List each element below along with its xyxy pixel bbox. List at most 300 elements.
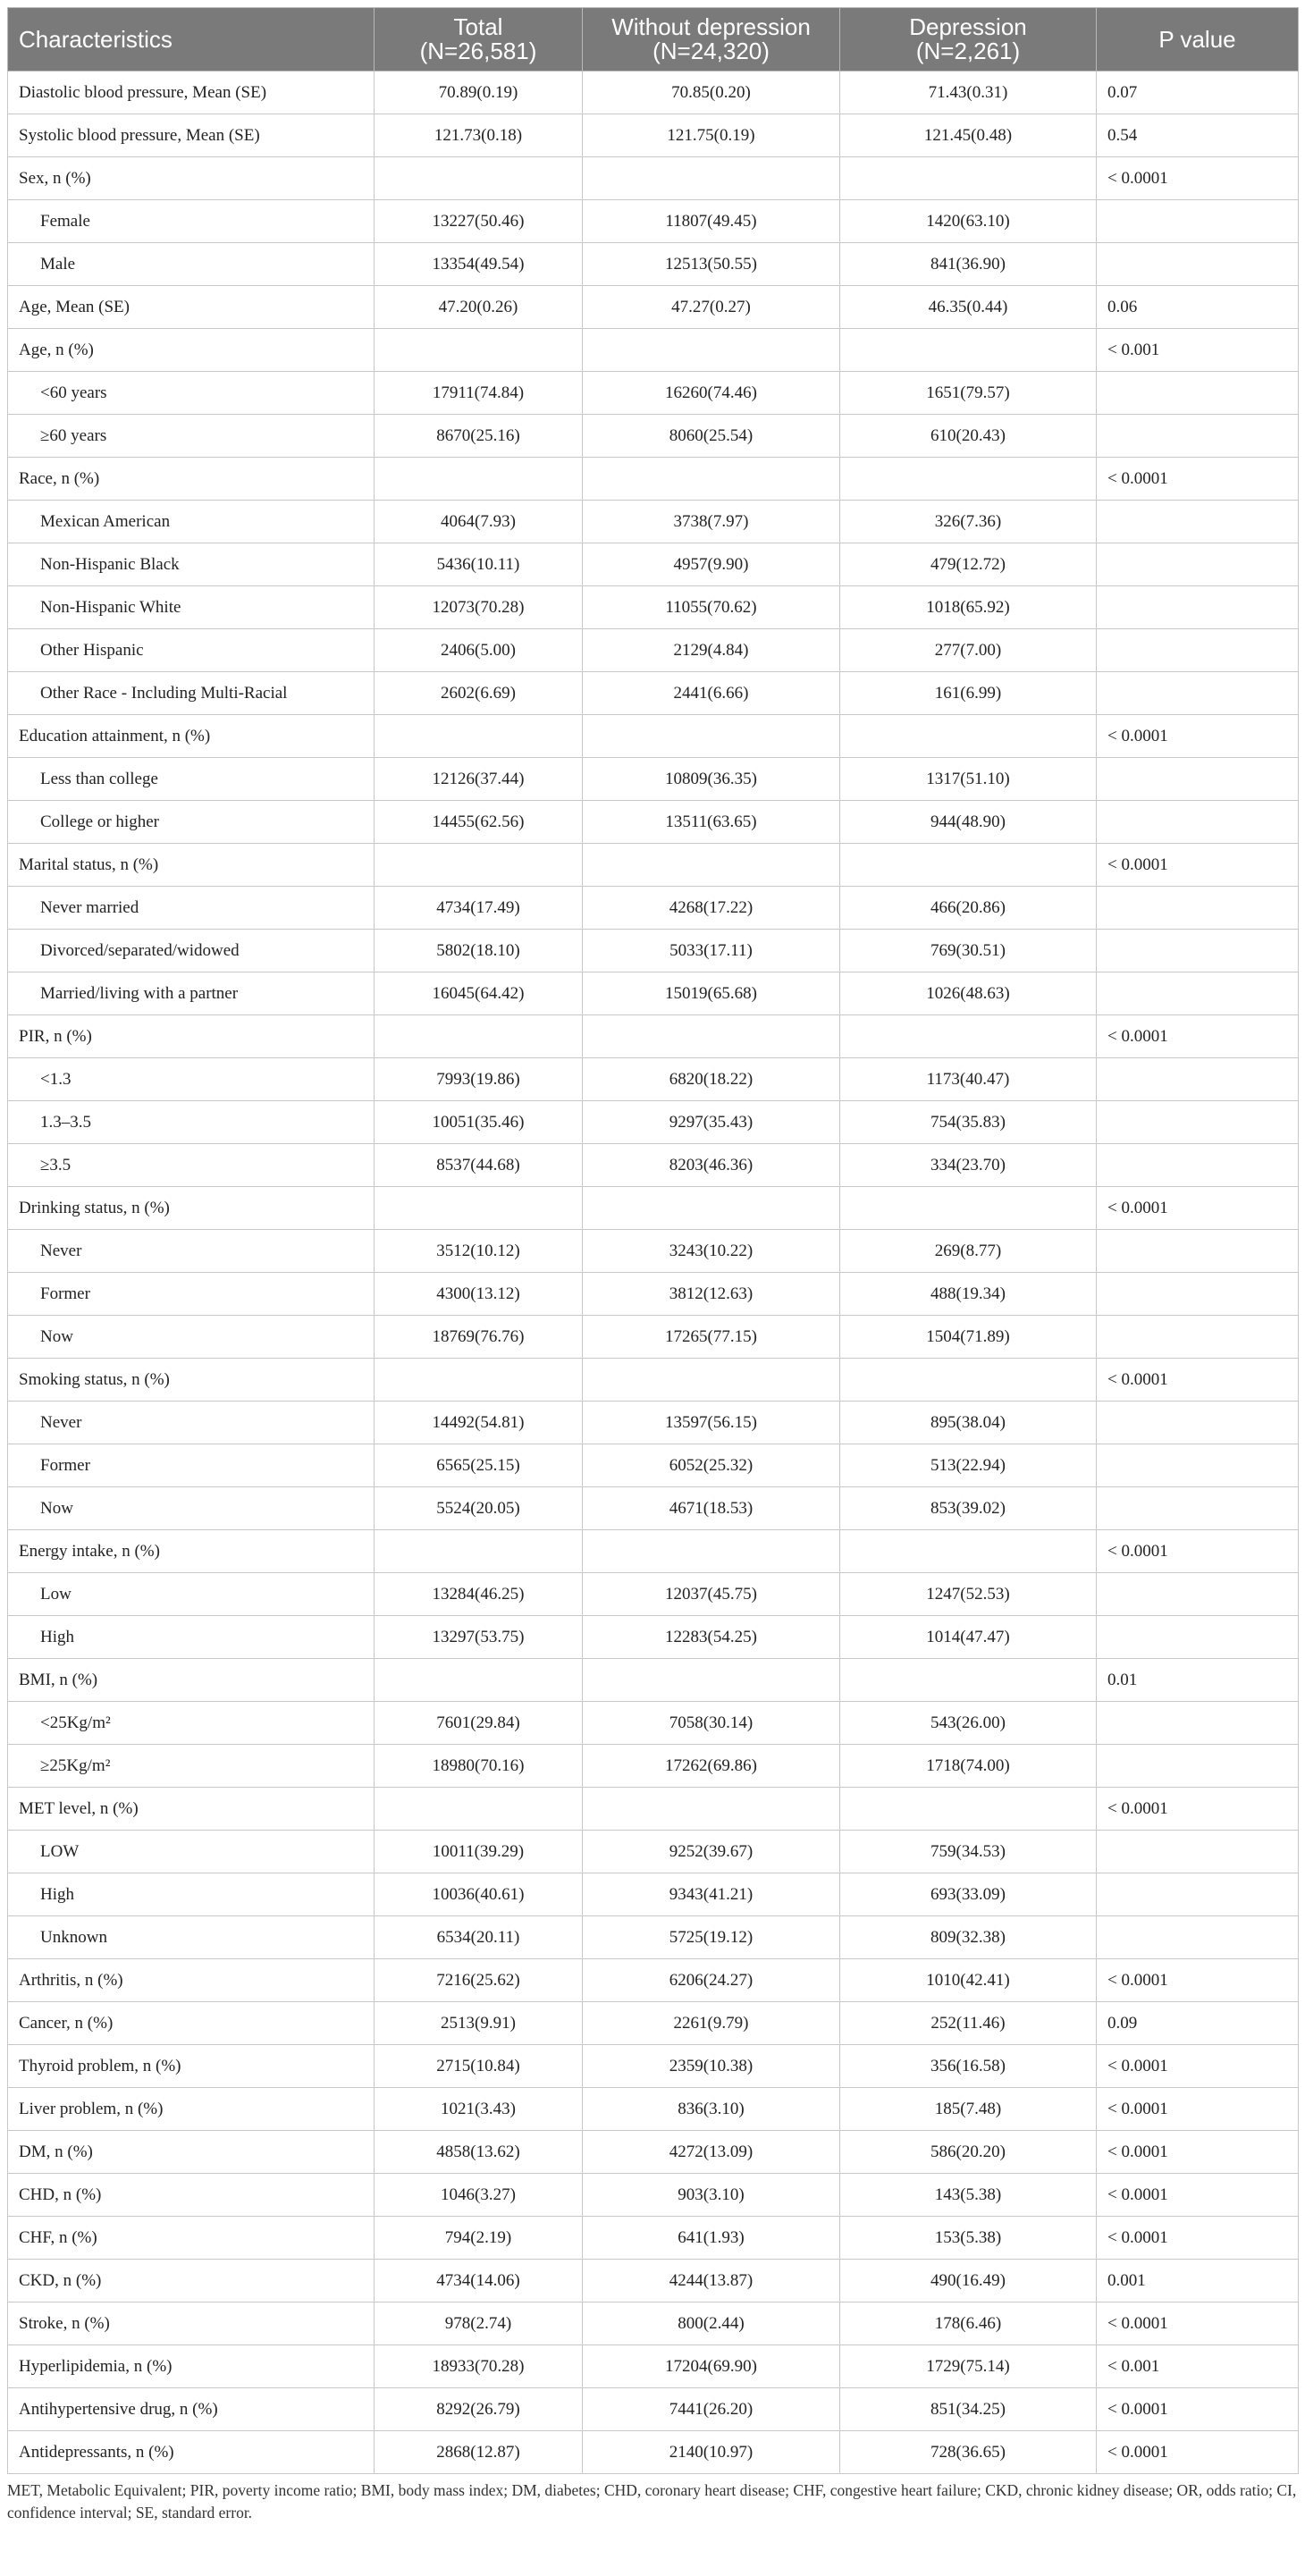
row-label-cell: PIR, n (%) (8, 1015, 375, 1058)
row-label-cell: ≥3.5 (8, 1144, 375, 1187)
total-cell: 47.20(0.26) (375, 286, 583, 329)
total-cell: 70.89(0.19) (375, 72, 583, 114)
row-label-cell: Less than college (8, 758, 375, 801)
table-row (8, 2217, 1299, 2260)
table-row (8, 200, 1299, 243)
row-label-cell: CHF, n (%) (8, 2217, 375, 2260)
table-row (8, 2431, 1299, 2474)
depression-cell: 153(5.38) (840, 2217, 1097, 2260)
total-cell (375, 1359, 583, 1402)
p-value-cell: < 0.0001 (1097, 1959, 1299, 2002)
p-value-cell (1097, 1487, 1299, 1530)
without-depression-cell: 3738(7.97) (583, 501, 840, 543)
without-depression-cell: 9343(41.21) (583, 1873, 840, 1916)
total-cell: 17911(74.84) (375, 372, 583, 415)
depression-cell: 586(20.20) (840, 2131, 1097, 2174)
total-cell (375, 458, 583, 501)
table-row (8, 1230, 1299, 1273)
total-cell: 10011(39.29) (375, 1831, 583, 1873)
total-cell: 7601(29.84) (375, 1702, 583, 1745)
p-value-cell: 0.09 (1097, 2002, 1299, 2045)
header-without-label: Without depression (611, 13, 811, 40)
row-label-cell: Systolic blood pressure, Mean (SE) (8, 114, 375, 157)
total-cell (375, 329, 583, 372)
total-cell: 978(2.74) (375, 2302, 583, 2345)
depression-cell (840, 329, 1097, 372)
row-label-cell: BMI, n (%) (8, 1659, 375, 1702)
table-row (8, 1402, 1299, 1444)
total-cell: 10036(40.61) (375, 1873, 583, 1916)
without-depression-cell (583, 157, 840, 200)
depression-cell: 1651(79.57) (840, 372, 1097, 415)
depression-cell: 851(34.25) (840, 2388, 1097, 2431)
without-depression-cell: 12037(45.75) (583, 1573, 840, 1616)
total-cell: 8670(25.16) (375, 415, 583, 458)
p-value-cell (1097, 1058, 1299, 1101)
row-label-cell: Unknown (8, 1916, 375, 1959)
depression-cell: 185(7.48) (840, 2088, 1097, 2131)
total-cell (375, 715, 583, 758)
p-value-cell (1097, 801, 1299, 844)
p-value-cell: < 0.001 (1097, 2345, 1299, 2388)
depression-cell: 334(23.70) (840, 1144, 1097, 1187)
table-row (8, 758, 1299, 801)
total-cell: 2715(10.84) (375, 2045, 583, 2088)
row-label-cell: ≥60 years (8, 415, 375, 458)
row-label-cell: DM, n (%) (8, 2131, 375, 2174)
depression-cell: 754(35.83) (840, 1101, 1097, 1144)
depression-cell: 479(12.72) (840, 543, 1097, 586)
table-row (8, 930, 1299, 972)
p-value-cell: 0.07 (1097, 72, 1299, 114)
table-row (8, 1959, 1299, 2002)
row-label-cell: Marital status, n (%) (8, 844, 375, 887)
table-row (8, 1616, 1299, 1659)
p-value-cell: < 0.0001 (1097, 1015, 1299, 1058)
table-footnote: MET, Metabolic Equivalent; PIR, poverty income ratio; BMI, body mass index; DM, diabetes; CHD, coronary heart disease; CHF, congestive heart failure; CKD, chronic kidney disease; OR, odds ratio; CI, confidence interval; SE, standard error. (7, 2481, 1297, 2521)
table-row (8, 1058, 1299, 1101)
total-cell: 10051(35.46) (375, 1101, 583, 1144)
row-label-cell: 1.3–3.5 (8, 1101, 375, 1144)
row-label-cell: Liver problem, n (%) (8, 2088, 375, 2131)
header-depression-n: (N=2,261) (915, 38, 1021, 64)
table-row (8, 2260, 1299, 2302)
p-value-cell (1097, 200, 1299, 243)
total-cell: 4734(14.06) (375, 2260, 583, 2302)
without-depression-cell: 7441(26.20) (583, 2388, 840, 2431)
table-row (8, 1359, 1299, 1402)
total-cell (375, 844, 583, 887)
total-cell: 18980(70.16) (375, 1745, 583, 1788)
total-cell: 16045(64.42) (375, 972, 583, 1015)
table-header (8, 8, 1299, 72)
without-depression-cell (583, 458, 840, 501)
depression-cell: 853(39.02) (840, 1487, 1097, 1530)
without-depression-cell: 903(3.10) (583, 2174, 840, 2217)
p-value-cell: < 0.0001 (1097, 2217, 1299, 2260)
table-row (8, 2131, 1299, 2174)
without-depression-cell: 2140(10.97) (583, 2431, 840, 2474)
depression-cell: 693(33.09) (840, 1873, 1097, 1916)
p-value-cell (1097, 1702, 1299, 1745)
without-depression-cell: 9297(35.43) (583, 1101, 840, 1144)
row-label-cell: Male (8, 243, 375, 286)
row-label-cell: Education attainment, n (%) (8, 715, 375, 758)
table-row (8, 1831, 1299, 1873)
p-value-cell: 0.001 (1097, 2260, 1299, 2302)
row-label-cell: Age, Mean (SE) (8, 286, 375, 329)
without-depression-cell: 121.75(0.19) (583, 114, 840, 157)
row-label-cell: Married/living with a partner (8, 972, 375, 1015)
depression-cell: 490(16.49) (840, 2260, 1097, 2302)
row-label-cell: Former (8, 1444, 375, 1487)
without-depression-cell: 16260(74.46) (583, 372, 840, 415)
without-depression-cell: 6820(18.22) (583, 1058, 840, 1101)
without-depression-cell (583, 1359, 840, 1402)
total-cell: 121.73(0.18) (375, 114, 583, 157)
table-row (8, 887, 1299, 930)
table-row (8, 2045, 1299, 2088)
p-value-cell: < 0.0001 (1097, 2302, 1299, 2345)
total-cell: 14492(54.81) (375, 1402, 583, 1444)
p-value-cell (1097, 1745, 1299, 1788)
table-row (8, 2388, 1299, 2431)
row-label-cell: Arthritis, n (%) (8, 1959, 375, 2002)
table-row (8, 1788, 1299, 1831)
total-cell: 2406(5.00) (375, 629, 583, 672)
p-value-cell: < 0.0001 (1097, 458, 1299, 501)
total-cell (375, 1015, 583, 1058)
total-cell: 18769(76.76) (375, 1316, 583, 1359)
table-row (8, 1702, 1299, 1745)
without-depression-cell: 15019(65.68) (583, 972, 840, 1015)
table-row (8, 114, 1299, 157)
row-label-cell: Never married (8, 887, 375, 930)
table-row (8, 844, 1299, 887)
depression-cell: 543(26.00) (840, 1702, 1097, 1745)
total-cell: 2868(12.87) (375, 2431, 583, 2474)
without-depression-cell: 17265(77.15) (583, 1316, 840, 1359)
total-cell: 13227(50.46) (375, 200, 583, 243)
table-row (8, 1916, 1299, 1959)
p-value-cell (1097, 543, 1299, 586)
depression-cell: 466(20.86) (840, 887, 1097, 930)
without-depression-cell: 5725(19.12) (583, 1916, 840, 1959)
depression-cell: 944(48.90) (840, 801, 1097, 844)
depression-cell (840, 1788, 1097, 1831)
table-container (7, 7, 1298, 2524)
p-value-cell (1097, 1573, 1299, 1616)
p-value-cell: 0.01 (1097, 1659, 1299, 1702)
depression-cell: 71.43(0.31) (840, 72, 1097, 114)
total-cell: 8537(44.68) (375, 1144, 583, 1187)
without-depression-cell: 2129(4.84) (583, 629, 840, 672)
total-cell: 5802(18.10) (375, 930, 583, 972)
p-value-cell (1097, 1873, 1299, 1916)
p-value-cell (1097, 1101, 1299, 1144)
row-label-cell: CKD, n (%) (8, 2260, 375, 2302)
without-depression-cell (583, 1659, 840, 1702)
row-label-cell: Other Hispanic (8, 629, 375, 672)
row-label-cell: Now (8, 1487, 375, 1530)
depression-cell: 1504(71.89) (840, 1316, 1097, 1359)
depression-cell: 161(6.99) (840, 672, 1097, 715)
p-value-cell (1097, 1831, 1299, 1873)
without-depression-cell: 8060(25.54) (583, 415, 840, 458)
row-label-cell: Age, n (%) (8, 329, 375, 372)
depression-cell: 841(36.90) (840, 243, 1097, 286)
total-cell: 2602(6.69) (375, 672, 583, 715)
without-depression-cell: 3243(10.22) (583, 1230, 840, 1273)
total-cell: 4734(17.49) (375, 887, 583, 930)
without-depression-cell: 836(3.10) (583, 2088, 840, 2131)
without-depression-cell: 4268(17.22) (583, 887, 840, 930)
depression-cell (840, 715, 1097, 758)
header-depression (840, 8, 1097, 72)
table-row (8, 501, 1299, 543)
table-row (8, 1444, 1299, 1487)
table-row (8, 801, 1299, 844)
p-value-cell: < 0.0001 (1097, 715, 1299, 758)
row-label-cell: Hyperlipidemia, n (%) (8, 2345, 375, 2388)
depression-cell: 326(7.36) (840, 501, 1097, 543)
without-depression-cell: 8203(46.36) (583, 1144, 840, 1187)
table-row (8, 1101, 1299, 1144)
without-depression-cell: 6052(25.32) (583, 1444, 840, 1487)
depression-cell: 1026(48.63) (840, 972, 1097, 1015)
total-cell: 5524(20.05) (375, 1487, 583, 1530)
depression-cell: 1018(65.92) (840, 586, 1097, 629)
table-row (8, 543, 1299, 586)
depression-cell: 1010(42.41) (840, 1959, 1097, 2002)
row-label-cell: Antihypertensive drug, n (%) (8, 2388, 375, 2431)
table-row (8, 629, 1299, 672)
table-row (8, 1015, 1299, 1058)
without-depression-cell: 5033(17.11) (583, 930, 840, 972)
total-cell (375, 1659, 583, 1702)
total-cell: 7216(25.62) (375, 1959, 583, 2002)
total-cell (375, 157, 583, 200)
without-depression-cell: 4957(9.90) (583, 543, 840, 586)
depression-cell: 1014(47.47) (840, 1616, 1097, 1659)
p-value-cell: < 0.0001 (1097, 1187, 1299, 1230)
total-cell: 12126(37.44) (375, 758, 583, 801)
row-label-cell: <60 years (8, 372, 375, 415)
depression-cell: 513(22.94) (840, 1444, 1097, 1487)
p-value-cell: < 0.0001 (1097, 157, 1299, 200)
p-value-cell: < 0.0001 (1097, 2045, 1299, 2088)
header-p-value: P value (1097, 8, 1299, 72)
row-label-cell: Non-Hispanic White (8, 586, 375, 629)
row-label-cell: Other Race - Including Multi-Racial (8, 672, 375, 715)
p-value-cell (1097, 972, 1299, 1015)
table-row (8, 1144, 1299, 1187)
row-label-cell: College or higher (8, 801, 375, 844)
without-depression-cell (583, 1187, 840, 1230)
total-cell: 1046(3.27) (375, 2174, 583, 2217)
total-cell: 13297(53.75) (375, 1616, 583, 1659)
row-label-cell: Stroke, n (%) (8, 2302, 375, 2345)
row-label-cell: <1.3 (8, 1058, 375, 1101)
header-row (8, 8, 1299, 72)
depression-cell: 1173(40.47) (840, 1058, 1097, 1101)
row-label-cell: LOW (8, 1831, 375, 1873)
p-value-cell (1097, 1230, 1299, 1273)
table-row (8, 415, 1299, 458)
without-depression-cell: 47.27(0.27) (583, 286, 840, 329)
row-label-cell: MET level, n (%) (8, 1788, 375, 1831)
without-depression-cell: 6206(24.27) (583, 1959, 840, 2002)
total-cell: 14455(62.56) (375, 801, 583, 844)
total-cell: 13354(49.54) (375, 243, 583, 286)
table-row (8, 1659, 1299, 1702)
p-value-cell (1097, 887, 1299, 930)
p-value-cell (1097, 1444, 1299, 1487)
depression-cell: 488(19.34) (840, 1273, 1097, 1316)
row-label-cell: High (8, 1616, 375, 1659)
depression-cell: 143(5.38) (840, 2174, 1097, 2217)
total-cell: 6565(25.15) (375, 1444, 583, 1487)
depression-cell: 769(30.51) (840, 930, 1097, 972)
without-depression-cell: 4671(18.53) (583, 1487, 840, 1530)
without-depression-cell (583, 1015, 840, 1058)
p-value-cell (1097, 501, 1299, 543)
depression-cell: 1729(75.14) (840, 2345, 1097, 2388)
depression-cell: 759(34.53) (840, 1831, 1097, 1873)
total-cell: 6534(20.11) (375, 1916, 583, 1959)
row-label-cell: Female (8, 200, 375, 243)
p-value-cell (1097, 243, 1299, 286)
total-cell: 8292(26.79) (375, 2388, 583, 2431)
without-depression-cell: 70.85(0.20) (583, 72, 840, 114)
header-total-label: Total (453, 13, 503, 40)
p-value-cell: < 0.0001 (1097, 2131, 1299, 2174)
p-value-cell: < 0.0001 (1097, 1530, 1299, 1573)
table-row (8, 1187, 1299, 1230)
without-depression-cell: 13511(63.65) (583, 801, 840, 844)
table-row (8, 329, 1299, 372)
p-value-cell (1097, 1916, 1299, 1959)
depression-cell: 895(38.04) (840, 1402, 1097, 1444)
p-value-cell (1097, 1402, 1299, 1444)
p-value-cell: < 0.0001 (1097, 844, 1299, 887)
row-label-cell: Never (8, 1402, 375, 1444)
depression-cell: 252(11.46) (840, 2002, 1097, 2045)
depression-cell (840, 1359, 1097, 1402)
table-row (8, 243, 1299, 286)
depression-cell: 178(6.46) (840, 2302, 1097, 2345)
without-depression-cell: 11055(70.62) (583, 586, 840, 629)
depression-cell: 809(32.38) (840, 1916, 1097, 1959)
p-value-cell: < 0.0001 (1097, 2174, 1299, 2217)
table-row (8, 1487, 1299, 1530)
p-value-cell (1097, 1144, 1299, 1187)
table-row (8, 157, 1299, 200)
total-cell: 2513(9.91) (375, 2002, 583, 2045)
table-row (8, 1316, 1299, 1359)
depression-cell: 610(20.43) (840, 415, 1097, 458)
row-label-cell: Non-Hispanic Black (8, 543, 375, 586)
depression-cell (840, 1187, 1097, 1230)
without-depression-cell: 13597(56.15) (583, 1402, 840, 1444)
depression-cell: 121.45(0.48) (840, 114, 1097, 157)
without-depression-cell: 12283(54.25) (583, 1616, 840, 1659)
depression-cell: 1247(52.53) (840, 1573, 1097, 1616)
table-row (8, 1273, 1299, 1316)
depression-cell: 46.35(0.44) (840, 286, 1097, 329)
p-value-cell (1097, 415, 1299, 458)
row-label-cell: ≥25Kg/m² (8, 1745, 375, 1788)
table-body (8, 72, 1299, 2474)
depression-cell: 356(16.58) (840, 2045, 1097, 2088)
row-label-cell: Cancer, n (%) (8, 2002, 375, 2045)
total-cell: 13284(46.25) (375, 1573, 583, 1616)
table-row (8, 672, 1299, 715)
p-value-cell: < 0.0001 (1097, 2388, 1299, 2431)
total-cell: 4858(13.62) (375, 2131, 583, 2174)
p-value-cell (1097, 1316, 1299, 1359)
row-label-cell: Smoking status, n (%) (8, 1359, 375, 1402)
row-label-cell: Mexican American (8, 501, 375, 543)
row-label-cell: Energy intake, n (%) (8, 1530, 375, 1573)
without-depression-cell: 12513(50.55) (583, 243, 840, 286)
depression-cell (840, 458, 1097, 501)
characteristics-table (7, 7, 1299, 2474)
table-row (8, 2002, 1299, 2045)
table-row (8, 2302, 1299, 2345)
table-row (8, 72, 1299, 114)
row-label-cell: CHD, n (%) (8, 2174, 375, 2217)
header-characteristics: Characteristics (8, 8, 375, 72)
without-depression-cell (583, 1530, 840, 1573)
row-label-cell: Low (8, 1573, 375, 1616)
total-cell: 1021(3.43) (375, 2088, 583, 2131)
p-value-cell: < 0.0001 (1097, 2431, 1299, 2474)
depression-cell (840, 1015, 1097, 1058)
without-depression-cell: 3812(12.63) (583, 1273, 840, 1316)
table-row (8, 586, 1299, 629)
p-value-cell (1097, 758, 1299, 801)
row-label-cell: Antidepressants, n (%) (8, 2431, 375, 2474)
without-depression-cell (583, 329, 840, 372)
depression-cell: 1718(74.00) (840, 1745, 1097, 1788)
total-cell: 3512(10.12) (375, 1230, 583, 1273)
header-total-n: (N=26,581) (419, 38, 537, 64)
without-depression-cell (583, 1788, 840, 1831)
without-depression-cell: 10809(36.35) (583, 758, 840, 801)
row-label-cell: <25Kg/m² (8, 1702, 375, 1745)
depression-cell (840, 1530, 1097, 1573)
total-cell: 4300(13.12) (375, 1273, 583, 1316)
table-row (8, 1530, 1299, 1573)
header-without-depression (583, 8, 840, 72)
table-row (8, 2174, 1299, 2217)
table-row (8, 715, 1299, 758)
without-depression-cell: 641(1.93) (583, 2217, 840, 2260)
p-value-cell (1097, 629, 1299, 672)
total-cell: 5436(10.11) (375, 543, 583, 586)
without-depression-cell (583, 844, 840, 887)
without-depression-cell: 2261(9.79) (583, 2002, 840, 2045)
row-label-cell: Never (8, 1230, 375, 1273)
p-value-cell (1097, 1616, 1299, 1659)
p-value-cell (1097, 930, 1299, 972)
without-depression-cell: 800(2.44) (583, 2302, 840, 2345)
without-depression-cell: 9252(39.67) (583, 1831, 840, 1873)
total-cell: 4064(7.93) (375, 501, 583, 543)
total-cell: 18933(70.28) (375, 2345, 583, 2388)
p-value-cell: < 0.0001 (1097, 2088, 1299, 2131)
